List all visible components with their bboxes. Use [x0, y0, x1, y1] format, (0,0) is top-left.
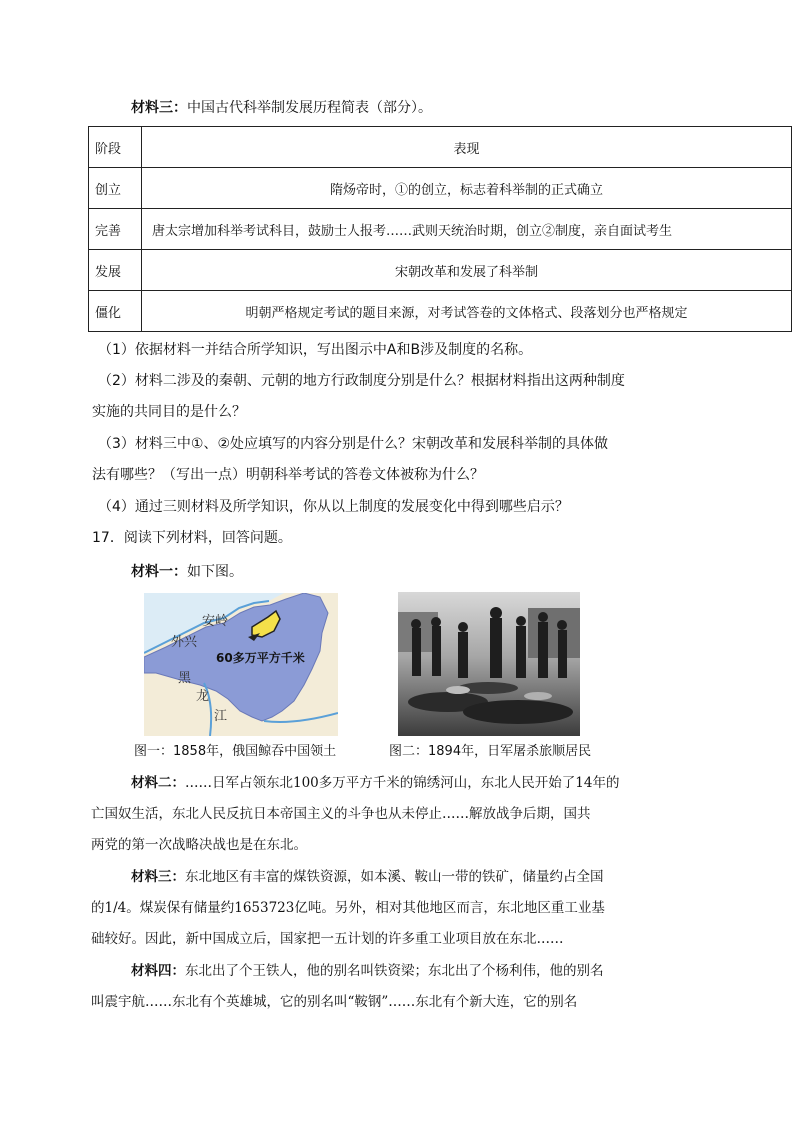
header-stage: 阶段	[89, 127, 142, 168]
map-label-hei: 黑	[178, 671, 192, 686]
table-row	[89, 168, 792, 209]
material2-text1: ……日军占领东北100多万平方千米的锦绣河山，东北人民开始了14年的	[185, 775, 620, 791]
material4-label: 材料四：	[131, 963, 185, 979]
row-stage: 完善	[89, 209, 142, 250]
map-label-anling: 安岭	[202, 614, 229, 629]
map-label-area: 60多万平方千米	[216, 651, 305, 665]
map-label-long: 龙	[196, 689, 210, 704]
header-desc: 表现	[142, 127, 792, 168]
table-row	[89, 209, 792, 250]
material1-text: 如下图。	[187, 564, 243, 580]
row-desc: 宋朝改革和发展了科举制	[142, 250, 792, 291]
material3-heading	[131, 97, 432, 117]
row-desc: 明朝严格规定考试的题目来源，对考试答卷的文体格式、段落划分也严格规定	[142, 291, 792, 332]
figure2-photo	[398, 592, 580, 736]
material3-label: 材料三：	[131, 100, 187, 116]
question-1: （1）依据材料一并结合所学知识，写出图示中A和B涉及制度的名称。	[98, 342, 533, 358]
figure1-caption: 图一：1858年，俄国鲸吞中国领土	[134, 744, 337, 759]
question-2-line2: 实施的共同目的是什么？	[92, 404, 246, 420]
table-row	[89, 291, 792, 332]
material3b-label: 材料三：	[131, 869, 185, 885]
material4-line2: 叫震宇航……东北有个英雄城，它的别名叫“鞍钢”……东北有个新大连，它的别名	[91, 994, 578, 1010]
question-3-line2: 法有哪些？（写出一点）明朝科举考试的答卷文体被称为什么？	[92, 467, 484, 483]
material3-title: 中国古代科举制发展历程简表（部分）。	[187, 100, 432, 116]
question-4: （4）通过三则材料及所学知识，你从以上制度的发展变化中得到哪些启示？	[98, 499, 569, 515]
imperial-exam-table	[88, 126, 792, 332]
row-desc: 隋炀帝时，①的创立，标志着科举制的正式确立	[142, 168, 792, 209]
material2-label: 材料二：	[131, 775, 185, 791]
material4-text1: 东北出了个王铁人，他的别名叫铁资梁；东北出了个杨利伟，他的别名	[185, 963, 604, 979]
map-label-waixing: 外兴	[171, 635, 198, 650]
material3b-text1: 东北地区有丰富的煤铁资源，如本溪、鞍山一带的铁矿，储量约占全国	[185, 869, 604, 885]
question-3-line1: （3）材料三中①、②处应填写的内容分别是什么？宋朝改革和发展科举制的具体做	[98, 436, 609, 452]
row-stage: 创立	[89, 168, 142, 209]
table-header-row	[89, 127, 792, 168]
material3b-line1	[131, 867, 604, 887]
row-stage: 僵化	[89, 291, 142, 332]
material4-line1	[131, 961, 604, 981]
material3b-line2: 的1/4。煤炭保有储量约1653723亿吨。另外，相对其他地区而言，东北地区重工业基	[91, 900, 605, 916]
figure1-map	[144, 593, 338, 736]
table-row	[89, 250, 792, 291]
material1-label: 材料一：	[131, 564, 187, 580]
question-2-line1: （2）材料二涉及的秦朝、元朝的地方行政制度分别是什么？根据材料指出这两种制度	[98, 373, 625, 389]
row-stage: 发展	[89, 250, 142, 291]
figure2-caption: 图二：1894年，日军屠杀旅顺居民	[389, 744, 592, 759]
row-desc: 唐太宗增加科举考试科目，鼓励士人报考……武则天统治时期，创立②制度，亲自面试考生	[142, 209, 792, 250]
material3b-line3: 础较好。因此，新中国成立后，国家把一五计划的许多重工业项目放在东北……	[91, 931, 564, 947]
map-label-jiang: 江	[214, 709, 228, 724]
question-17-stem: 17．阅读下列材料，回答问题。	[92, 530, 292, 546]
material2-line1	[131, 773, 619, 793]
material1-heading	[131, 561, 243, 581]
material2-line2: 亡国奴生活，东北人民反抗日本帝国主义的斗争也从未停止……解放战争后期，国共	[91, 806, 591, 822]
material2-line3: 两党的第一次战略决战也是在东北。	[91, 837, 307, 853]
massacre-photo-image	[398, 592, 580, 736]
